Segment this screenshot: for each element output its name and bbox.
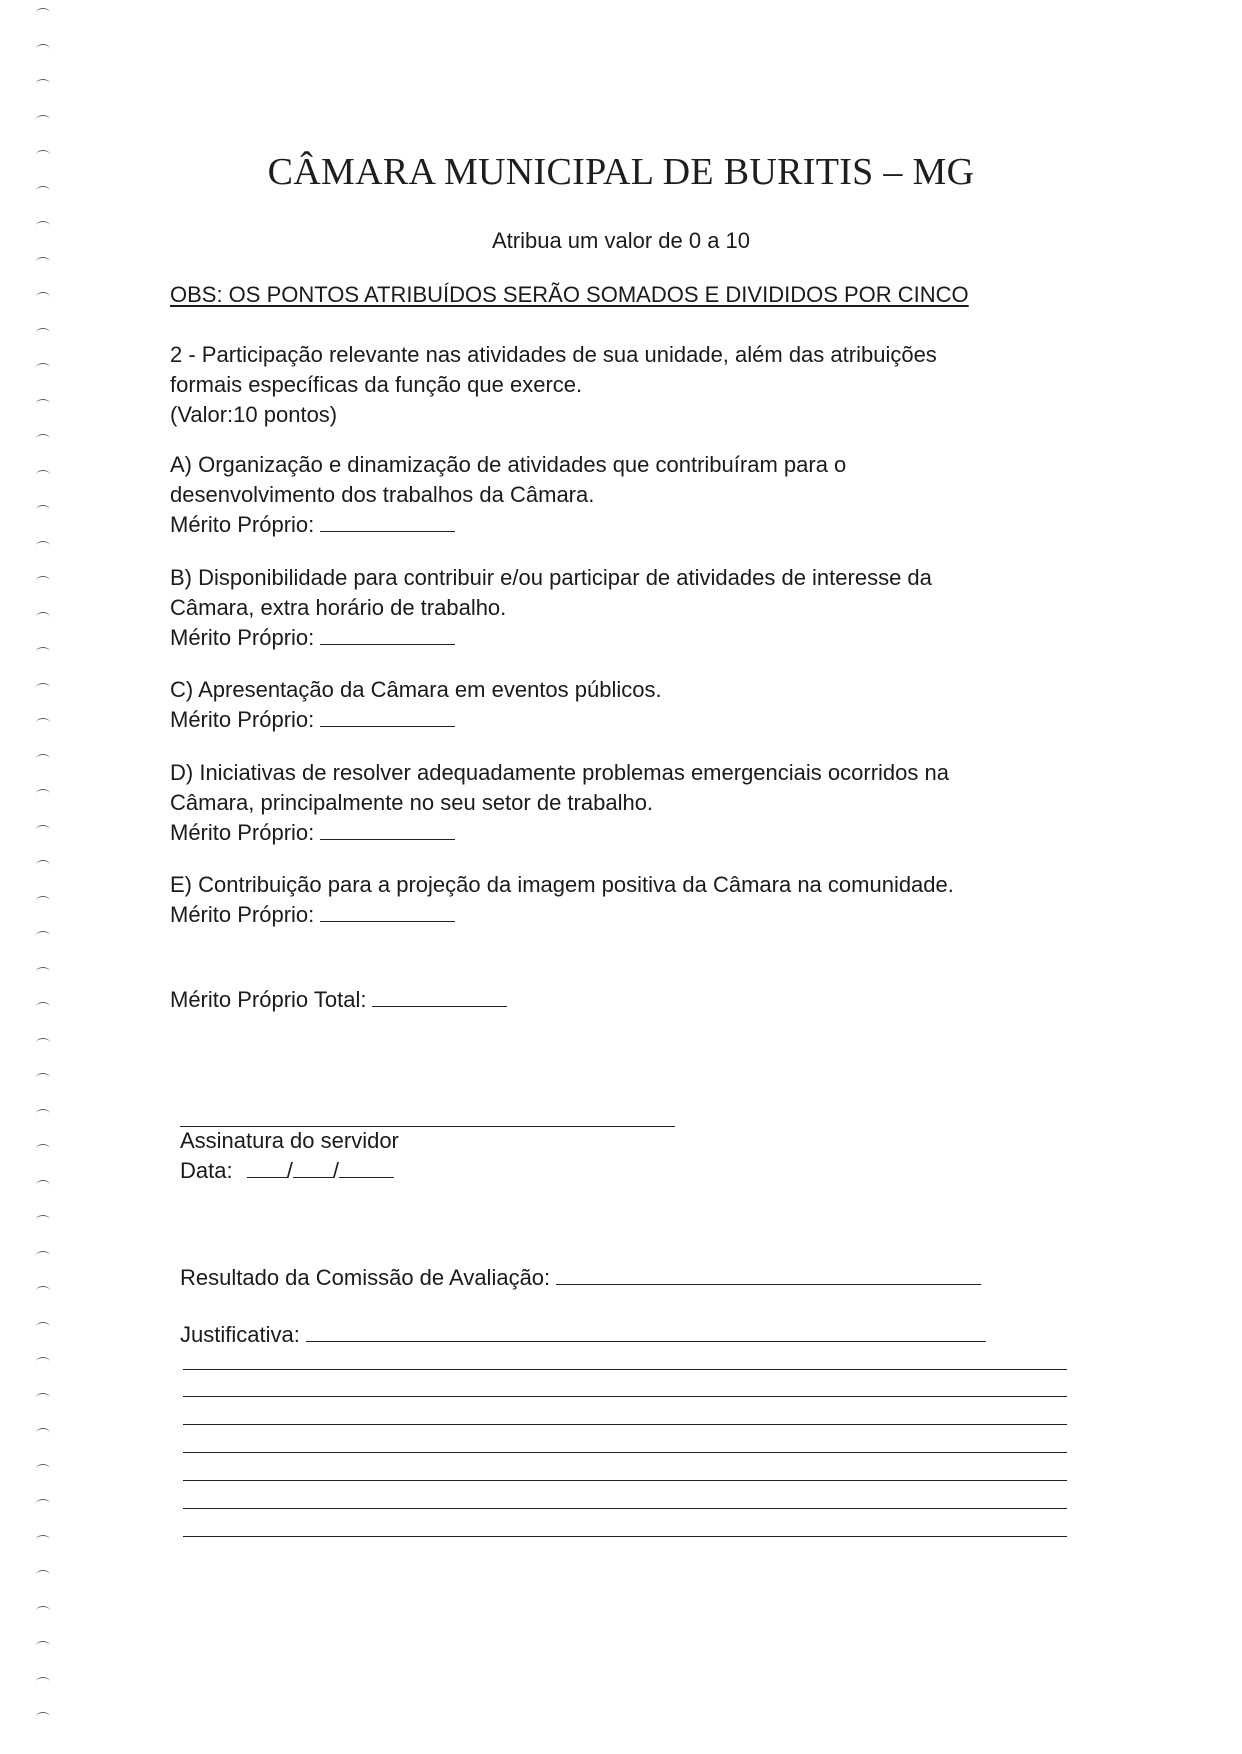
binding-hole-mark [36, 328, 50, 337]
merit-label: Mérito Próprio: [170, 820, 315, 845]
justification-line[interactable] [183, 1424, 1067, 1425]
binding-hole-mark [36, 860, 50, 869]
binding-hole-mark [36, 967, 50, 976]
binding-hole-mark [36, 1286, 50, 1295]
binding-hole-mark [36, 896, 50, 905]
criterion-line-2: formais específicas da função que exerce. [170, 372, 583, 397]
date-label: Data: [180, 1158, 233, 1183]
date-separator: / [332, 1158, 339, 1183]
binding-hole-mark [36, 79, 50, 88]
merit-label: Mérito Próprio: [170, 707, 315, 732]
criterion-description [170, 340, 1090, 430]
justification-row [180, 1320, 1100, 1350]
signature-label: Assinatura do servidor [180, 1128, 399, 1153]
binding-hole-mark [36, 1570, 50, 1579]
item-a [170, 450, 1090, 540]
binding-hole-mark [36, 1251, 50, 1260]
justification-line[interactable] [183, 1508, 1067, 1509]
total-merit-field[interactable] [372, 986, 507, 1007]
binding-hole-mark [36, 647, 50, 656]
justification-line[interactable] [183, 1452, 1067, 1453]
binding-hole-mark [36, 789, 50, 798]
binding-hole-mark [36, 1712, 50, 1721]
obs-note: OBS: OS PONTOS ATRIBUÍDOS SERÃO SOMADOS E DIVIDIDOS POR CINCO [170, 282, 969, 307]
binding-hole-mark [36, 1144, 50, 1153]
item-b [170, 563, 1090, 653]
justification-line[interactable] [183, 1369, 1067, 1370]
binding-hole-mark [36, 1677, 50, 1686]
binding-hole-mark [36, 1464, 50, 1473]
binding-hole-mark [36, 931, 50, 940]
criterion-line-1: 2 - Participação relevante nas atividades de sua unidade, além das atribuições [170, 342, 937, 367]
date-day-field[interactable] [247, 1157, 287, 1178]
binding-hole-mark [36, 470, 50, 479]
binding-hole-mark [36, 1109, 50, 1118]
justification-line[interactable] [183, 1480, 1067, 1481]
total-merit-label: Mérito Próprio Total: [170, 987, 367, 1012]
binding-hole-mark [36, 1002, 50, 1011]
commission-result-row [180, 1263, 1100, 1293]
binding-hole-mark [36, 1641, 50, 1650]
binding-hole-mark [36, 1322, 50, 1331]
page-title: CÂMARA MUNICIPAL DE BURITIS – MG [267, 151, 975, 193]
criterion-value-note: (Valor:10 pontos) [170, 402, 338, 427]
scoring-instruction: Atribua um valor de 0 a 10 [491, 228, 751, 253]
binding-hole-mark [36, 434, 50, 443]
justification-line[interactable] [183, 1396, 1067, 1397]
binding-hole-mark [36, 1535, 50, 1544]
binding-hole-mark [36, 1180, 50, 1189]
merit-field-c[interactable] [320, 706, 455, 727]
justification-field[interactable] [306, 1321, 986, 1342]
binding-hole-mark [36, 1499, 50, 1508]
item-e [170, 870, 1090, 930]
merit-field-a[interactable] [320, 511, 455, 532]
total-merit-row [170, 985, 1090, 1015]
merit-label: Mérito Próprio: [170, 625, 315, 650]
binding-hole-mark [36, 612, 50, 621]
item-text-line: Câmara, extra horário de trabalho. [170, 595, 507, 620]
binding-hole-mark [36, 1215, 50, 1224]
item-text-line: A) Organização e dinamização de atividades que contribuíram para o [170, 452, 847, 477]
justification-line[interactable] [183, 1536, 1067, 1537]
binding-hole-mark [36, 683, 50, 692]
date-month-field[interactable] [293, 1157, 333, 1178]
item-text-line: D) Iniciativas de resolver adequadamente problemas emergenciais ocorridos na [170, 760, 949, 785]
merit-label: Mérito Próprio: [170, 512, 315, 537]
binding-hole-mark [36, 541, 50, 550]
binding-hole-mark [36, 1357, 50, 1366]
date-separator: / [286, 1158, 293, 1183]
binding-hole-mark [36, 754, 50, 763]
date-year-field[interactable] [339, 1157, 394, 1178]
binding-hole-mark [36, 8, 50, 17]
binding-hole-mark [36, 399, 50, 408]
binding-hole-mark [36, 1073, 50, 1082]
item-text-line: E) Contribuição para a projeção da imagem positiva da Câmara na comunidade. [170, 872, 954, 897]
merit-field-b[interactable] [320, 624, 455, 645]
binding-hole-mark [36, 1428, 50, 1437]
item-text-line: desenvolvimento dos trabalhos da Câmara. [170, 482, 595, 507]
item-text-line: Câmara, principalmente no seu setor de trabalho. [170, 790, 654, 815]
item-text-line: B) Disponibilidade para contribuir e/ou participar de atividades de interesse da [170, 565, 932, 590]
binding-hole-mark [36, 257, 50, 266]
binding-hole-mark [36, 825, 50, 834]
merit-label: Mérito Próprio: [170, 902, 315, 927]
item-d [170, 758, 1090, 848]
binding-hole-mark [36, 505, 50, 514]
spiral-binding-holes [30, 0, 70, 1754]
binding-hole-mark [36, 115, 50, 124]
item-text-line: C) Apresentação da Câmara em eventos públicos. [170, 677, 662, 702]
binding-hole-mark [36, 1393, 50, 1402]
binding-hole-mark [36, 44, 50, 53]
justification-label: Justificativa: [180, 1322, 300, 1347]
merit-field-e[interactable] [320, 901, 455, 922]
item-c [170, 675, 1090, 735]
binding-hole-mark [36, 718, 50, 727]
merit-field-d[interactable] [320, 819, 455, 840]
signature-block [180, 1126, 1100, 1186]
binding-hole-mark [36, 1038, 50, 1047]
binding-hole-mark [36, 1606, 50, 1615]
commission-result-field[interactable] [556, 1264, 981, 1285]
binding-hole-mark [36, 363, 50, 372]
binding-hole-mark [36, 576, 50, 585]
binding-hole-mark [36, 292, 50, 301]
commission-result-label: Resultado da Comissão de Avaliação: [180, 1265, 551, 1290]
